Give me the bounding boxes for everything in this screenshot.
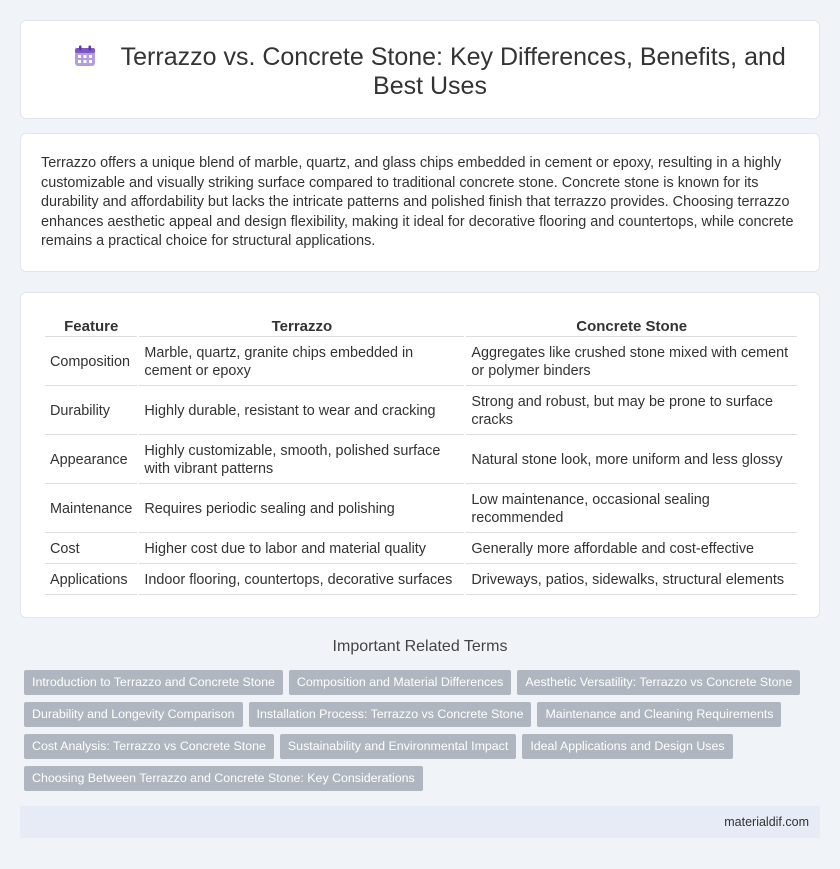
terrazzo-cell: Highly durable, resistant to wear and cracking xyxy=(139,388,464,435)
spreadsheet-calendar-icon xyxy=(74,45,96,67)
table-header-row xyxy=(45,315,797,337)
page-title: Terrazzo vs. Concrete Stone: Key Differences, Benefits, and Best Uses xyxy=(120,43,786,100)
terrazzo-cell: Marble, quartz, granite chips embedded in cement or epoxy xyxy=(139,339,464,386)
intro-card xyxy=(20,133,820,272)
feature-cell: Appearance xyxy=(45,437,137,484)
tag-row xyxy=(24,766,804,798)
header-feature: Feature xyxy=(45,315,137,337)
related-term-tag[interactable]: Ideal Applications and Design Uses xyxy=(522,734,732,759)
terrazzo-cell: Indoor flooring, countertops, decorative surfaces xyxy=(139,566,464,595)
related-term-tag[interactable]: Introduction to Terrazzo and Concrete Stone xyxy=(24,670,283,695)
terrazzo-cell: Highly customizable, smooth, polished surface with vibrant patterns xyxy=(139,437,464,484)
header-terrazzo: Terrazzo xyxy=(139,315,464,337)
tag-row xyxy=(24,670,804,702)
title-wrap xyxy=(61,43,799,101)
related-term-tag[interactable]: Composition and Material Differences xyxy=(289,670,511,695)
table-row xyxy=(45,437,797,484)
title-card xyxy=(20,20,820,119)
related-term-tag[interactable]: Aesthetic Versatility: Terrazzo vs Concrete Stone xyxy=(517,670,800,695)
intro-paragraph: Terrazzo offers a unique blend of marble, quartz, and glass chips embedded in cement or epoxy, resulting in a highly customizable and visually striking surface compared to traditional concrete stone. Concrete stone is known for its durability and affordability but lacks the intricate patterns and polished finish that terrazzo provides. Choosing terrazzo enhances aesthetic appeal and design flexibility, making it ideal for decorative flooring and countertops, while concrete remains a practical choice for structural applications. xyxy=(41,155,794,250)
table-row xyxy=(45,535,797,564)
concrete-cell: Driveways, patios, sidewalks, structural elements xyxy=(466,566,797,595)
concrete-cell: Aggregates like crushed stone mixed with cement or polymer binders xyxy=(466,339,797,386)
comparison-card xyxy=(20,292,820,618)
feature-cell: Applications xyxy=(45,566,137,595)
feature-cell: Composition xyxy=(45,339,137,386)
related-term-tag[interactable]: Sustainability and Environmental Impact xyxy=(280,734,516,759)
related-term-tag[interactable]: Cost Analysis: Terrazzo vs Concrete Stone xyxy=(24,734,274,759)
feature-cell: Maintenance xyxy=(45,486,137,533)
related-terms-title: Important Related Terms xyxy=(332,638,508,655)
comparison-table xyxy=(43,313,799,597)
terrazzo-cell: Higher cost due to labor and material quality xyxy=(139,535,464,564)
concrete-cell: Low maintenance, occasional sealing recommended xyxy=(466,486,797,533)
related-term-tag[interactable]: Durability and Longevity Comparison xyxy=(24,702,243,727)
footer xyxy=(20,806,820,838)
terrazzo-cell: Requires periodic sealing and polishing xyxy=(139,486,464,533)
related-terms-list xyxy=(24,670,804,798)
header-concrete-stone: Concrete Stone xyxy=(466,315,797,337)
table-row xyxy=(45,388,797,435)
concrete-cell: Strong and robust, but may be prone to surface cracks xyxy=(466,388,797,435)
table-row xyxy=(45,566,797,595)
feature-cell: Durability xyxy=(45,388,137,435)
table-row xyxy=(45,486,797,533)
site-name[interactable]: materialdif.com xyxy=(724,815,809,829)
related-term-tag[interactable]: Installation Process: Terrazzo vs Concrete Stone xyxy=(249,702,532,727)
table-row xyxy=(45,339,797,386)
concrete-cell: Generally more affordable and cost-effective xyxy=(466,535,797,564)
related-term-tag[interactable]: Choosing Between Terrazzo and Concrete Stone: Key Considerations xyxy=(24,766,423,791)
feature-cell: Cost xyxy=(45,535,137,564)
concrete-cell: Natural stone look, more uniform and less glossy xyxy=(466,437,797,484)
tag-row xyxy=(24,702,804,734)
related-term-tag[interactable]: Maintenance and Cleaning Requirements xyxy=(537,702,781,727)
tag-row xyxy=(24,734,804,766)
